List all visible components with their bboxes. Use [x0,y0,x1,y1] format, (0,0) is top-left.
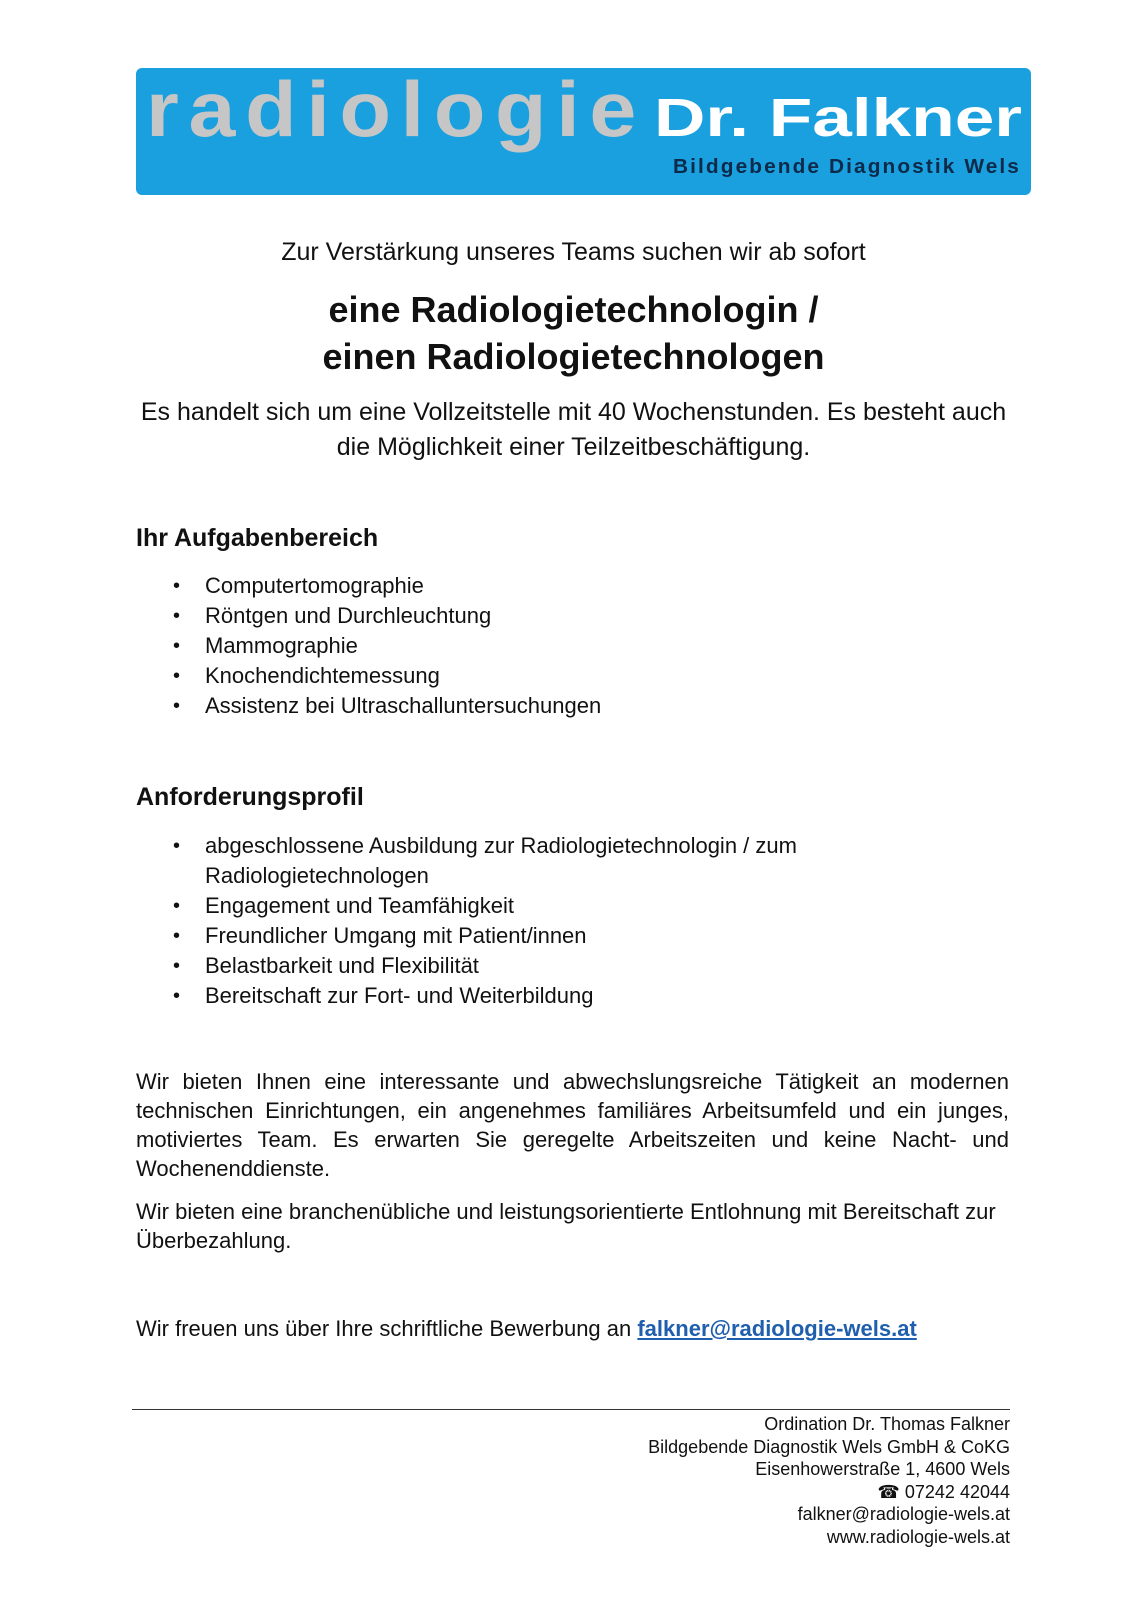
footer-divider [132,1409,1010,1410]
footer-website: www.radiologie-wels.at [826,1526,1010,1547]
list-item: • Röntgen und Durchleuchtung [136,601,1016,631]
tasks-heading: Ihr Aufgabenbereich [136,524,379,552]
requirements-heading: Anforderungsprofil [136,783,364,811]
list-item: • Bereitschaft zur Fort- und Weiterbildung [136,981,1016,1011]
footer-phone-number: 07242 42044 [904,1481,1010,1502]
footer-company-name: Bildgebende Diagnostik Wels GmbH & CoKG [648,1436,1010,1457]
phone-icon: ☎ [877,1481,900,1502]
job-title-line-2: einen Radiologietechnologen [322,336,825,377]
list-item: • Mammographie [136,631,1016,661]
job-title [136,286,1011,380]
logo-name: Dr. Falkner [654,88,1022,148]
job-title-line-1: eine Radiologietechnologin / [328,289,819,330]
list-item: • abgeschlossene Ausbildung zur Radiologietechnologin / zum Radiologietechnologen [136,831,1016,891]
working-hours-text: Es handelt sich um eine Vollzeitstelle mit 40 Wochenstunden. Es besteht auch die Möglichkeit einer Teilzeitbeschäftigung. [140,398,1007,461]
list-item: • Assistenz bei Ultraschalluntersuchungen [136,691,1016,721]
list-item: • Engagement und Teamfähigkeit [136,891,1016,921]
logo-banner [136,68,1031,195]
requirements-list [136,831,1016,1011]
offer-paragraph-1: Wir bieten Ihnen eine interessante und abwechslungsreiche Tätigkeit an modernen technischen Einrichtungen, ein angenehmes familiäres Arbeitsumfeld und ein junges, motiviertes Team. Es erwarten Sie geregelte Arbeitszeiten und keine Nacht- und Wochenenddienste. [136,1069,1009,1181]
footer-email: falkner@radiologie-wels.at [797,1504,1010,1525]
intro-text: Zur Verstärkung unseres Teams suchen wir ab sofort [281,238,866,266]
list-item: • Belastbarkeit und Flexibilität [136,951,1016,981]
application-email-link[interactable]: falkner@radiologie-wels.at [637,1316,917,1341]
footer-phone [648,1481,1010,1504]
list-item: • Knochendichtemessung [136,661,1016,691]
footer-street-address: Eisenhowerstraße 1, 4600 Wels [755,1459,1010,1480]
offer-paragraph-2: Wir bieten eine branchenübliche und leistungsorientierte Entlohnung mit Bereitschaft zur Überbezahlung. [136,1199,996,1253]
logo-tagline: Bildgebende Diagnostik Wels [673,156,1021,178]
list-item: • Computertomographie [136,571,1016,601]
footer-address [648,1413,1010,1549]
logo-word: radiologie [146,68,646,153]
application-text: Wir freuen uns über Ihre schriftliche Bewerbung an [136,1316,638,1341]
footer-practice-name: Ordination Dr. Thomas Falkner [764,1414,1010,1434]
company-logo [136,68,1031,195]
list-item: • Freundlicher Umgang mit Patient/innen [136,921,1016,951]
application-line [136,1314,917,1344]
tasks-list [136,571,1016,721]
